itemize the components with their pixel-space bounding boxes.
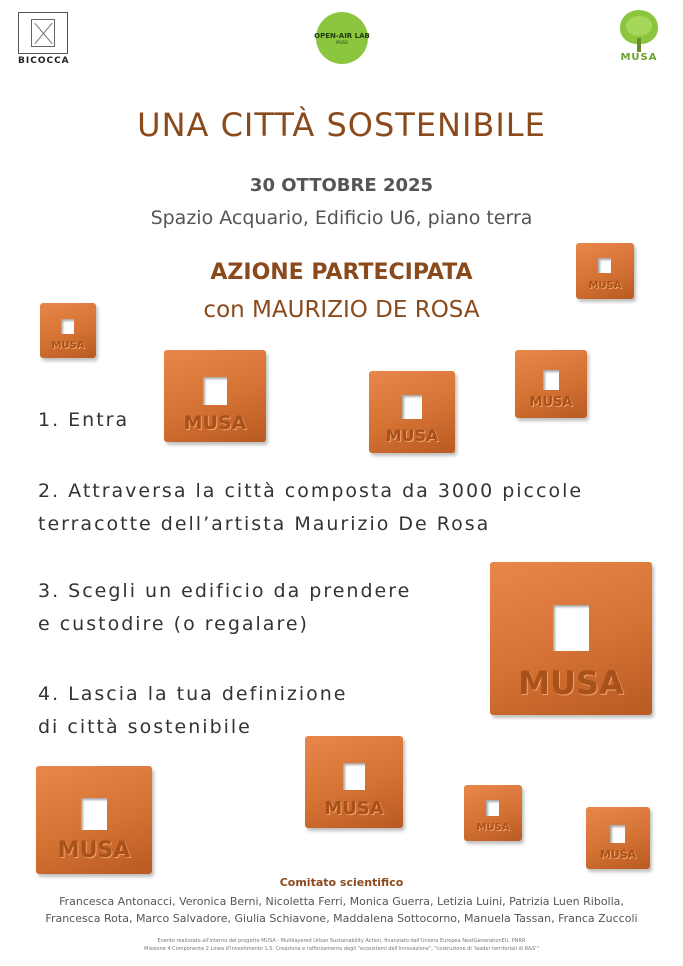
terracotta-building-image: MUSA xyxy=(40,303,96,358)
open-air-lab-logo xyxy=(316,12,368,64)
terracotta-building-image: MUSA xyxy=(164,350,266,442)
terracotta-building-image: MUSA xyxy=(490,562,652,715)
committee-line2: Francesca Rota, Marco Salvadore, Giulia Schiavone, Maddalena Sottocorno, Manuela Tassan, Franca Zuccoli xyxy=(45,912,638,925)
funding-footnote xyxy=(0,937,683,953)
bicocca-name: BICOCCA xyxy=(18,56,70,66)
action-heading: AZIONE PARTECIPATA xyxy=(210,260,473,285)
step-1-line1: 1. Entra xyxy=(38,409,130,431)
terracotta-building-image: MUSA xyxy=(369,371,455,453)
musa-logo xyxy=(616,10,662,66)
footnote-line2: Missione 4 Componente 2 Linea d'investimento 1.5: Creazione e rafforzamento degli "ecosistemi dell'innovazione", "costruzione di 'leader territoriali di R&S'" xyxy=(144,946,539,952)
poster-title: UNA CITTÀ SOSTENIBILE xyxy=(137,106,546,144)
terracotta-building-image: MUSA xyxy=(464,785,522,841)
open-air-lab-title: OPEN-AIR LAB xyxy=(314,31,370,40)
step-3-line2: e custodire (o regalare) xyxy=(38,613,309,635)
bicocca-logo xyxy=(18,12,68,70)
step-2-line2: terracotte dell’artista Maurizio De Rosa xyxy=(38,513,491,535)
terracotta-building-image: MUSA xyxy=(576,243,634,299)
committee-members xyxy=(0,893,683,927)
event-place: Spazio Acquario, Edificio U6, piano terra xyxy=(150,207,533,229)
step-4-line2: di città sostenibile xyxy=(38,716,252,738)
step-3-line1: 3. Scegli un edificio da prendere xyxy=(38,580,412,602)
step-3 xyxy=(38,575,411,641)
musa-name: MUSA xyxy=(620,52,658,63)
committee-title: Comitato scientifico xyxy=(279,876,404,889)
step-4 xyxy=(38,678,348,744)
terracotta-building-image: MUSA xyxy=(515,350,587,418)
bicocca-emblem xyxy=(18,12,68,54)
step-2-line1: 2. Attraversa la città composta da 3000 piccole xyxy=(38,480,584,502)
terracotta-building-image: MUSA xyxy=(36,766,152,874)
event-date: 30 OTTOBRE 2025 xyxy=(249,175,434,196)
terracotta-building-image: MUSA xyxy=(305,736,403,828)
open-air-lab-sub: MUSA xyxy=(336,39,348,45)
footnote-line1: Evento realizzato all'interno del progetto MUSA - Multilayered Urban Sustainability Action, finanziato dall'Unione Europea NextGenerationEU, PNRR xyxy=(157,938,526,944)
terracotta-building-image: MUSA xyxy=(586,807,650,869)
step-2 xyxy=(38,475,583,541)
step-1 xyxy=(38,404,129,437)
step-4-line1: 4. Lascia la tua definizione xyxy=(38,683,348,705)
artist-line: con MAURIZIO DE ROSA xyxy=(203,297,480,323)
committee-line1: Francesca Antonacci, Veronica Berni, Nicoletta Ferri, Monica Guerra, Letizia Luini, Patrizia Luen Ribolla, xyxy=(59,895,624,908)
